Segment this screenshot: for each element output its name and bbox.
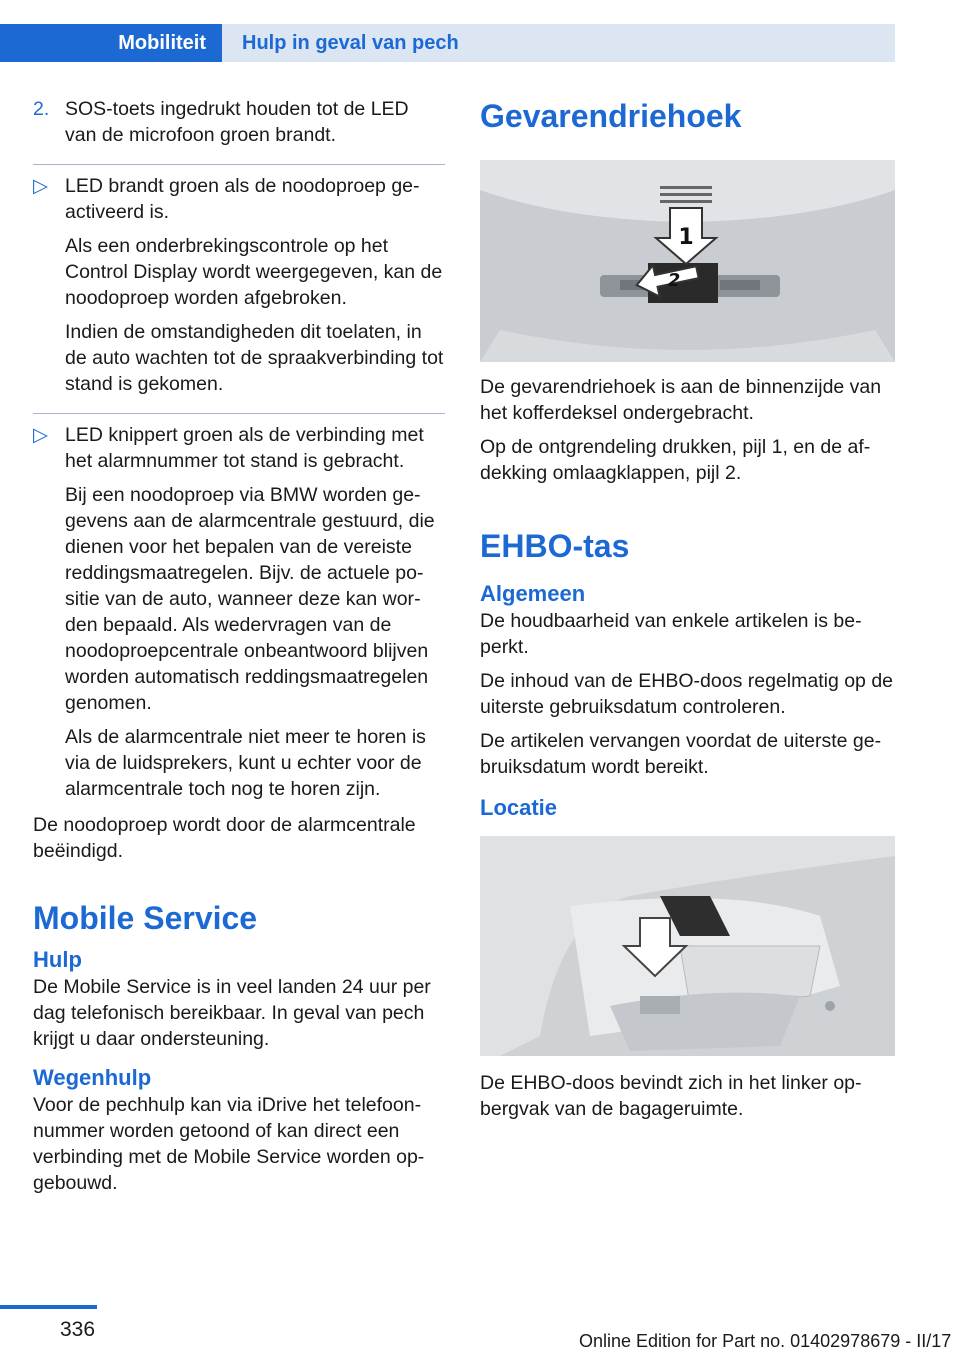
bullet-triangle-icon: ▷ xyxy=(33,175,48,197)
luggage-compartment-illustration xyxy=(480,836,895,1056)
bullet-text: Indien de omstandigheden dit toelaten, in de auto wachten tot de spraakverbinding tot stand is gekomen. xyxy=(65,321,444,395)
body-text: De houdbaarheid van enkele artikelen is beperkt. xyxy=(480,610,862,658)
page-number: 336 xyxy=(60,1318,96,1341)
body-text: Op de ontgrendeling drukken, pijl 1, en de afdekking omlaagklappen, pijl 2. xyxy=(480,436,871,484)
bullet-item-1 xyxy=(33,173,445,405)
subheading: Wegenhulp xyxy=(33,1065,152,1090)
bullet-text: LED brandt groen als de noodoproep geactiveerd is. xyxy=(65,175,420,223)
subheading: Hulp xyxy=(33,947,82,972)
bullet-text: Als de alarmcentrale niet meer te horen is via de luidsprekers, kunt u echter voor de alarmcentrale toch nog te horen zijn. xyxy=(65,726,426,800)
trunk-lid-illustration xyxy=(480,160,895,362)
section-tab: Hulp in geval van pech xyxy=(222,24,895,62)
list-item-2 xyxy=(33,96,445,156)
section-title: EHBO-tas xyxy=(480,528,630,564)
body-text: De inhoud van de EHBO-doos regelmatig op de uiterste gebruiksdatum controleren. xyxy=(480,670,894,718)
list-divider xyxy=(33,164,445,165)
body-text: De Mobile Service is in veel landen 24 uur per dag telefonisch bereikbaar. In geval van pech krijgt u daar ondersteuning. xyxy=(33,976,431,1050)
list-divider xyxy=(33,413,445,414)
body-text: De EHBO-doos bevindt zich in het linker opbergvak van de bagageruimte. xyxy=(480,1072,862,1120)
chapter-tab: Mobiliteit xyxy=(0,24,222,62)
subheading: Algemeen xyxy=(480,581,586,606)
edition-note: Online Edition for Part no. 01402978679 - II/17 xyxy=(579,1331,952,1351)
arrow-1-label: 1 xyxy=(678,225,694,250)
bullet-text: Bij een noodoproep via BMW worden gegevens aan de alarmcentrale gestuurd, die dienen voor het bepalen van de vereiste reddingsmaatregelen. Bijv. de actuele positie van de auto, wanneer deze kan worden bepaald. Als wedervragen van de noodoproepcentrale onbeantwoord blijven worden automatisch reddingsmaatregelen genomen. xyxy=(65,484,435,714)
bullet-text: LED knippert groen als de verbinding met het alarmnummer tot stand is gebracht. xyxy=(65,424,424,472)
list-item-text: SOS-toets ingedrukt houden tot de LED van de microfoon groen brandt. xyxy=(65,98,409,146)
footer-rule xyxy=(0,1305,97,1309)
right-column xyxy=(480,96,895,1130)
left-column xyxy=(33,96,445,1204)
body-text: Voor de pechhulp kan via iDrive het telefoonnummer worden getoond of kan direct een verbinding met de Mobile Service worden opgebouwd. xyxy=(33,1094,425,1194)
body-text: De noodoproep wordt door de alarmcentrale beëindigd. xyxy=(33,814,416,862)
list-number: 2. xyxy=(33,98,50,120)
section-title: Gevarendriehoek xyxy=(480,98,742,134)
arrow-2-label: 2 xyxy=(667,270,681,291)
section-title: Mobile Service xyxy=(33,900,258,936)
page-header xyxy=(0,24,895,62)
bullet-item-2 xyxy=(33,422,445,810)
subheading: Locatie xyxy=(480,795,558,820)
body-text: De artikelen vervangen voordat de uiterste gebruiksdatum wordt bereikt. xyxy=(480,730,882,778)
body-text: De gevarendriehoek is aan de binnenzijde van het kofferdeksel ondergebracht. xyxy=(480,376,882,424)
bullet-text: Als een onderbrekingscontrole op het Control Display wordt weergegeven, kan de noodoproep worden afgebroken. xyxy=(65,235,443,309)
bullet-triangle-icon: ▷ xyxy=(33,424,48,446)
